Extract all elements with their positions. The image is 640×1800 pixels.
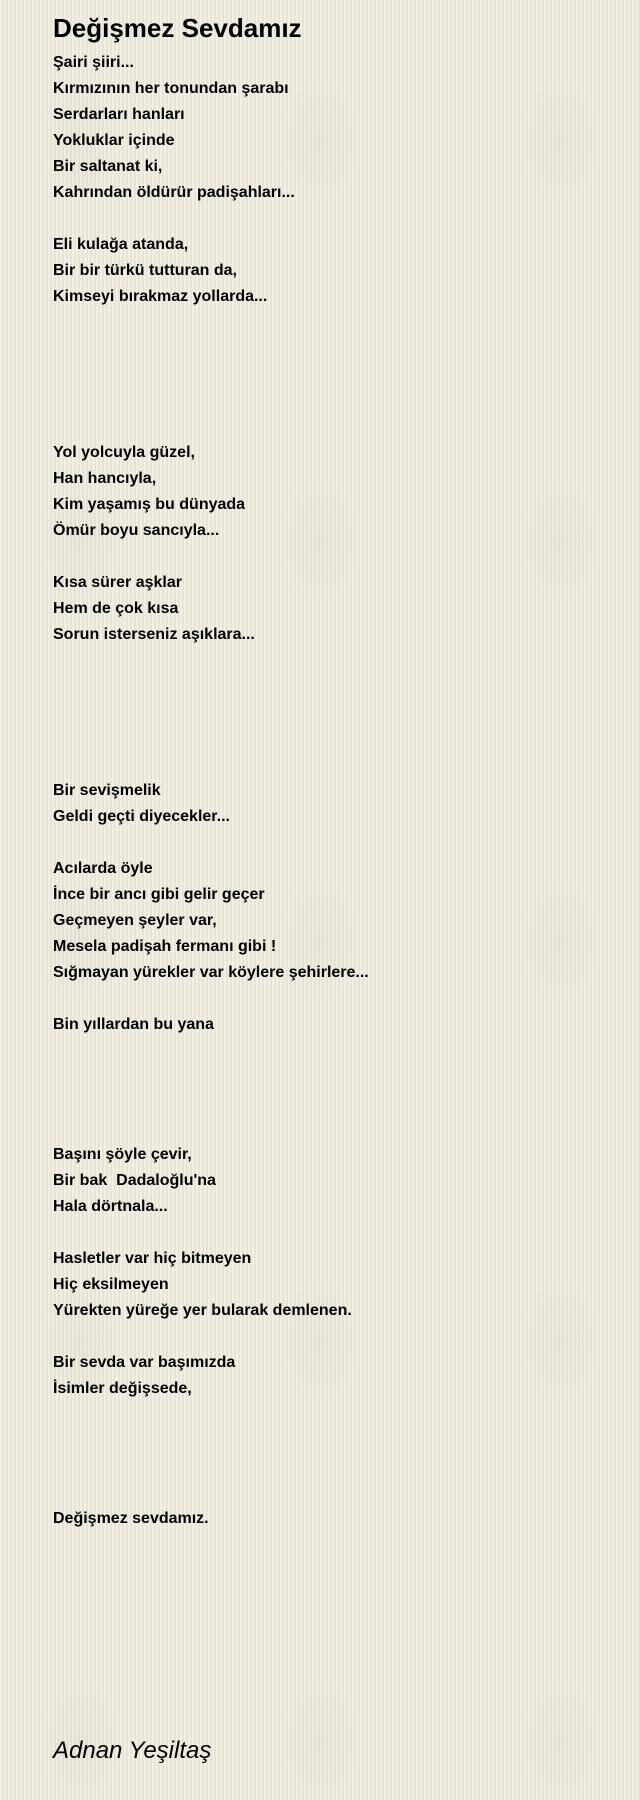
- poem-line: Bir sevişmelik: [53, 782, 161, 799]
- stanza-gap: [53, 1090, 613, 1116]
- poem-line: Hasletler var hiç bitmeyen: [53, 1250, 252, 1267]
- stanza-gap: [53, 1116, 613, 1142]
- stanza-gap: [53, 700, 613, 726]
- poem-line: Bin yıllardan bu yana: [53, 1016, 214, 1033]
- stanza-gap: [53, 1402, 613, 1428]
- poem-line: Yol yolcuyla güzel,: [53, 444, 195, 461]
- poem-line: Geldi geçti diyecekler...: [53, 808, 230, 825]
- stanza-gap: [53, 830, 613, 856]
- stanza-gap: [53, 1454, 613, 1480]
- stanza-gap: [53, 336, 613, 362]
- poem-line: Bir bir türkü tutturan da,: [53, 262, 237, 279]
- poem-line: Mesela padişah fermanı gibi !: [53, 938, 277, 955]
- poem-line: Eli kulağa atanda,: [53, 236, 189, 253]
- poem-line: Bir bak Dadaloğlu'na: [53, 1172, 216, 1189]
- stanza-gap: [53, 1324, 613, 1350]
- poem-line: Ömür boyu sancıyla...: [53, 522, 220, 539]
- stanza-gap: [53, 986, 613, 1012]
- poem-line: Kim yaşamış bu dünyada: [53, 496, 246, 513]
- poem-line: Han hancıyla,: [53, 470, 157, 487]
- poem-line: Hem de çok kısa: [53, 600, 179, 617]
- poem-line: Kahrından öldürür padişahları...: [53, 184, 295, 201]
- stanza-gap: [53, 648, 613, 674]
- poem-line: Yürekten yüreğe yer bularak demlenen.: [53, 1302, 352, 1319]
- poem-line: Yokluklar içinde: [53, 132, 175, 149]
- poem-line: Şairi şiiri...: [53, 54, 134, 71]
- poem-line: Kimseyi bırakmaz yollarda...: [53, 288, 268, 305]
- poem-line: Hala dörtnala...: [53, 1198, 168, 1215]
- stanza-gap: [53, 362, 613, 388]
- poem-line: Değişmez sevdamız.: [53, 1510, 209, 1527]
- stanza-gap: [53, 414, 613, 440]
- poem-line: Bir sevda var başımızda: [53, 1354, 236, 1371]
- poem-line: Hiç eksilmeyen: [53, 1276, 169, 1293]
- stanza-gap: [53, 388, 613, 414]
- poem-line: İsimler değişsede,: [53, 1380, 192, 1397]
- poem-title: Değişmez Sevdamız: [53, 13, 302, 43]
- poem-line: Sorun isterseniz aşıklara...: [53, 626, 255, 643]
- stanza-gap: [53, 1480, 613, 1506]
- poem-body: [53, 50, 613, 1532]
- stanza-gap: [53, 726, 613, 752]
- poem-line: Kırmızının her tonundan şarabı: [53, 80, 289, 97]
- poem-line: Kısa sürer aşklar: [53, 574, 182, 591]
- stanza-gap: [53, 1428, 613, 1454]
- stanza-gap: [53, 1220, 613, 1246]
- poem-author: Adnan Yeşiltaş: [53, 1737, 212, 1764]
- poem-line: Başını şöyle çevir,: [53, 1146, 192, 1163]
- poem-line: İnce bir ancı gibi gelir geçer: [53, 886, 265, 903]
- stanza-gap: [53, 752, 613, 778]
- poem-line: Acılarda öyle: [53, 860, 153, 877]
- poem-page: [53, 0, 613, 1800]
- stanza-gap: [53, 544, 613, 570]
- poem-line: Serdarları hanları: [53, 106, 185, 123]
- poem-line: Bir saltanat ki,: [53, 158, 163, 175]
- stanza-gap: [53, 1064, 613, 1090]
- stanza-gap: [53, 206, 613, 232]
- poem-line: Geçmeyen şeyler var,: [53, 912, 217, 929]
- stanza-gap: [53, 674, 613, 700]
- stanza-gap: [53, 1038, 613, 1064]
- stanza-gap: [53, 310, 613, 336]
- poem-line: Sığmayan yürekler var köylere şehirlere...: [53, 964, 369, 981]
